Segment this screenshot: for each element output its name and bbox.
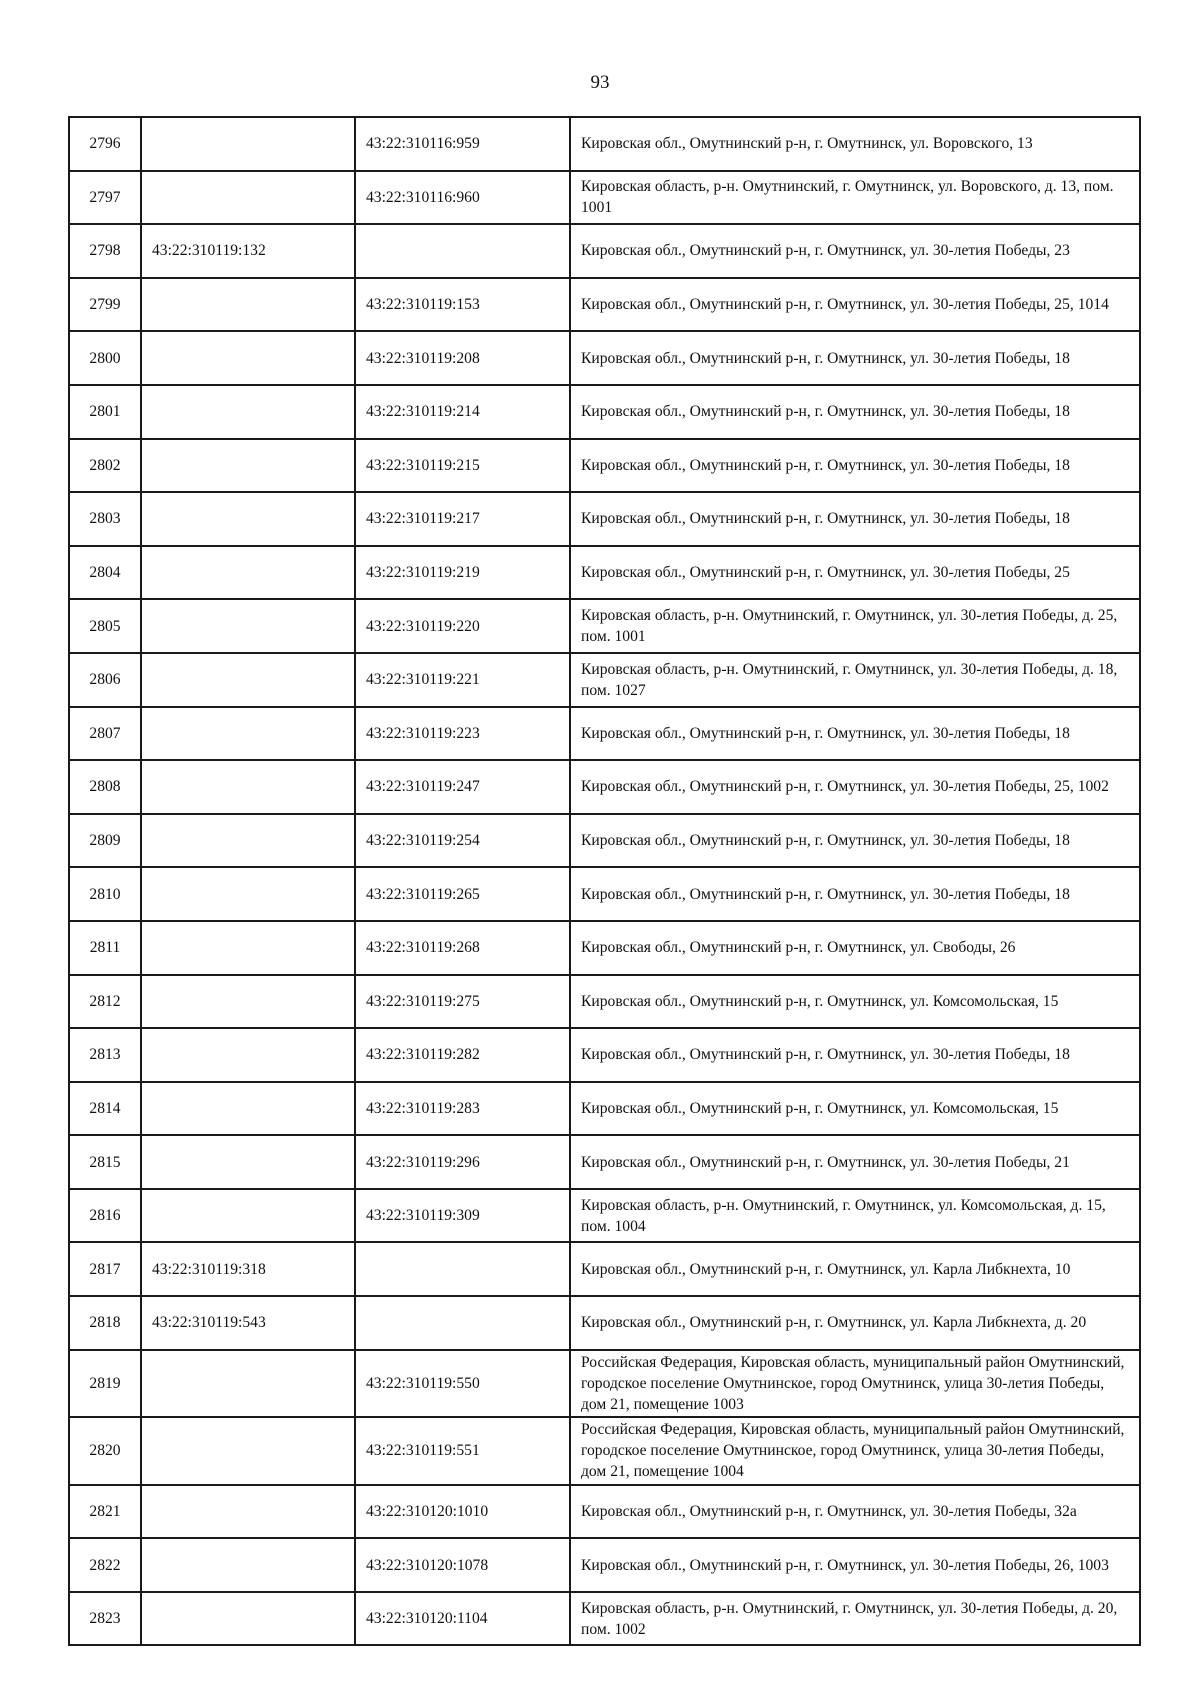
land-cadastral-number-cell: [141, 117, 355, 171]
table-row: [69, 814, 1140, 868]
table-row: [69, 1028, 1140, 1082]
land-cadastral-number-cell: [141, 171, 355, 225]
land-cadastral-number-cell: [141, 867, 355, 921]
land-cadastral-number-cell: [141, 1350, 355, 1418]
address-cell: Российская Федерация, Кировская область, муниципальный район Омутнинский, городское поселение Омутнинское, город Омутнинск, улица 30-летия Победы, дом 21, помещение 1003: [570, 1350, 1140, 1418]
address-cell: Кировская область, р-н. Омутнинский, г. Омутнинск, ул. Воровского, д. 13, пом. 1001: [570, 171, 1140, 225]
building-cadastral-number-cell: 43:22:310119:282: [355, 1028, 570, 1082]
table-row: [69, 492, 1140, 546]
land-cadastral-number-cell: 43:22:310119:132: [141, 224, 355, 278]
building-cadastral-number-cell: [355, 1242, 570, 1296]
building-cadastral-number-cell: 43:22:310119:265: [355, 867, 570, 921]
row-number-cell: 2821: [69, 1485, 141, 1539]
table-row: [69, 439, 1140, 493]
building-cadastral-number-cell: 43:22:310119:254: [355, 814, 570, 868]
table-row: [69, 707, 1140, 761]
land-cadastral-number-cell: [141, 1538, 355, 1592]
address-cell: Кировская обл., Омутнинский р-н, г. Омутнинск, ул. 30-летия Победы, 21: [570, 1135, 1140, 1189]
table-row: [69, 975, 1140, 1029]
land-cadastral-number-cell: [141, 975, 355, 1029]
address-cell: Кировская обл., Омутнинский р-н, г. Омутнинск, ул. 30-летия Победы, 18: [570, 1028, 1140, 1082]
table-row: [69, 653, 1140, 707]
land-cadastral-number-cell: [141, 599, 355, 653]
building-cadastral-number-cell: 43:22:310119:215: [355, 439, 570, 493]
address-cell: Кировская область, р-н. Омутнинский, г. Омутнинск, ул. 30-летия Победы, д. 20, пом. 1002: [570, 1592, 1140, 1646]
address-cell: Кировская обл., Омутнинский р-н, г. Омутнинск, ул. 30-летия Победы, 25, 1014: [570, 278, 1140, 332]
page-number: 93: [590, 72, 610, 93]
row-number-cell: 2798: [69, 224, 141, 278]
building-cadastral-number-cell: 43:22:310119:275: [355, 975, 570, 1029]
row-number-cell: 2809: [69, 814, 141, 868]
land-cadastral-number-cell: [141, 707, 355, 761]
table-row: [69, 224, 1140, 278]
address-cell: Российская Федерация, Кировская область, муниципальный район Омутнинский, городское поселение Омутнинское, город Омутнинск, улица 30-летия Победы, дом 21, помещение 1004: [570, 1417, 1140, 1485]
land-cadastral-number-cell: [141, 653, 355, 707]
table-row: [69, 867, 1140, 921]
building-cadastral-number-cell: 43:22:310120:1104: [355, 1592, 570, 1646]
address-cell: Кировская обл., Омутнинский р-н, г. Омутнинск, ул. 30-летия Победы, 23: [570, 224, 1140, 278]
address-cell: Кировская обл., Омутнинский р-н, г. Омутнинск, ул. 30-летия Победы, 25, 1002: [570, 760, 1140, 814]
row-number-cell: 2811: [69, 921, 141, 975]
table-row: [69, 171, 1140, 225]
land-cadastral-number-cell: [141, 331, 355, 385]
address-cell: Кировская обл., Омутнинский р-н, г. Омутнинск, ул. 30-летия Победы, 18: [570, 385, 1140, 439]
row-number-cell: 2814: [69, 1082, 141, 1136]
table-row: [69, 117, 1140, 171]
building-cadastral-number-cell: 43:22:310119:217: [355, 492, 570, 546]
address-cell: Кировская обл., Омутнинский р-н, г. Омутнинск, ул. 30-летия Победы, 18: [570, 707, 1140, 761]
row-number-cell: 2815: [69, 1135, 141, 1189]
address-cell: Кировская обл., Омутнинский р-н, г. Омутнинск, ул. 30-летия Победы, 18: [570, 331, 1140, 385]
table-row: [69, 1189, 1140, 1243]
building-cadastral-number-cell: 43:22:310119:208: [355, 331, 570, 385]
building-cadastral-number-cell: 43:22:310119:214: [355, 385, 570, 439]
row-number-cell: 2802: [69, 439, 141, 493]
land-cadastral-number-cell: [141, 1189, 355, 1243]
building-cadastral-number-cell: 43:22:310119:296: [355, 1135, 570, 1189]
building-cadastral-number-cell: 43:22:310119:268: [355, 921, 570, 975]
building-cadastral-number-cell: 43:22:310119:247: [355, 760, 570, 814]
building-cadastral-number-cell: 43:22:310120:1010: [355, 1485, 570, 1539]
land-cadastral-number-cell: 43:22:310119:318: [141, 1242, 355, 1296]
address-cell: Кировская обл., Омутнинский р-н, г. Омутнинск, ул. 30-летия Победы, 32а: [570, 1485, 1140, 1539]
table-row: [69, 278, 1140, 332]
table-row: [69, 1485, 1140, 1539]
row-number-cell: 2812: [69, 975, 141, 1029]
row-number-cell: 2822: [69, 1538, 141, 1592]
land-cadastral-number-cell: [141, 814, 355, 868]
table-row: [69, 599, 1140, 653]
table-row: [69, 760, 1140, 814]
row-number-cell: 2823: [69, 1592, 141, 1646]
building-cadastral-number-cell: 43:22:310119:219: [355, 546, 570, 600]
building-cadastral-number-cell: 43:22:310119:221: [355, 653, 570, 707]
table-row: [69, 1350, 1140, 1418]
row-number-cell: 2803: [69, 492, 141, 546]
row-number-cell: 2808: [69, 760, 141, 814]
land-cadastral-number-cell: [141, 1082, 355, 1136]
building-cadastral-number-cell: 43:22:310120:1078: [355, 1538, 570, 1592]
address-cell: Кировская обл., Омутнинский р-н, г. Омутнинск, ул. Свободы, 26: [570, 921, 1140, 975]
table-row: [69, 1417, 1140, 1485]
row-number-cell: 2816: [69, 1189, 141, 1243]
address-cell: Кировская обл., Омутнинский р-н, г. Омутнинск, ул. Карла Либкнехта, 10: [570, 1242, 1140, 1296]
building-cadastral-number-cell: 43:22:310119:283: [355, 1082, 570, 1136]
land-cadastral-number-cell: [141, 760, 355, 814]
land-cadastral-number-cell: [141, 278, 355, 332]
table-row: [69, 921, 1140, 975]
land-cadastral-number-cell: [141, 546, 355, 600]
address-cell: Кировская обл., Омутнинский р-н, г. Омутнинск, ул. 30-летия Победы, 26, 1003: [570, 1538, 1140, 1592]
land-cadastral-number-cell: [141, 439, 355, 493]
building-cadastral-number-cell: 43:22:310116:959: [355, 117, 570, 171]
row-number-cell: 2820: [69, 1417, 141, 1485]
table-row: [69, 1538, 1140, 1592]
land-cadastral-number-cell: 43:22:310119:543: [141, 1296, 355, 1350]
land-cadastral-number-cell: [141, 1028, 355, 1082]
row-number-cell: 2804: [69, 546, 141, 600]
table-row: [69, 331, 1140, 385]
row-number-cell: 2797: [69, 171, 141, 225]
row-number-cell: 2800: [69, 331, 141, 385]
building-cadastral-number-cell: 43:22:310119:309: [355, 1189, 570, 1243]
row-number-cell: 2817: [69, 1242, 141, 1296]
address-cell: Кировская обл., Омутнинский р-н, г. Омутнинск, ул. Комсомольская, 15: [570, 1082, 1140, 1136]
address-cell: Кировская область, р-н. Омутнинский, г. Омутнинск, ул. 30-летия Победы, д. 25, пом. 1001: [570, 599, 1140, 653]
land-cadastral-number-cell: [141, 385, 355, 439]
address-cell: Кировская обл., Омутнинский р-н, г. Омутнинск, ул. 30-летия Победы, 18: [570, 814, 1140, 868]
address-cell: Кировская обл., Омутнинский р-н, г. Омутнинск, ул. 30-летия Победы, 25: [570, 546, 1140, 600]
row-number-cell: 2806: [69, 653, 141, 707]
address-cell: Кировская обл., Омутнинский р-н, г. Омутнинск, ул. Карла Либкнехта, д. 20: [570, 1296, 1140, 1350]
building-cadastral-number-cell: 43:22:310119:153: [355, 278, 570, 332]
building-cadastral-number-cell: 43:22:310116:960: [355, 171, 570, 225]
address-cell: Кировская область, р-н. Омутнинский, г. Омутнинск, ул. 30-летия Победы, д. 18, пом. 1027: [570, 653, 1140, 707]
row-number-cell: 2813: [69, 1028, 141, 1082]
address-cell: Кировская обл., Омутнинский р-н, г. Омутнинск, ул. Воровского, 13: [570, 117, 1140, 171]
row-number-cell: 2801: [69, 385, 141, 439]
land-cadastral-number-cell: [141, 492, 355, 546]
land-cadastral-number-cell: [141, 1417, 355, 1485]
table-row: [69, 1592, 1140, 1646]
table-row: [69, 385, 1140, 439]
building-cadastral-number-cell: 43:22:310119:223: [355, 707, 570, 761]
building-cadastral-number-cell: 43:22:310119:220: [355, 599, 570, 653]
row-number-cell: 2805: [69, 599, 141, 653]
table-row: [69, 1082, 1140, 1136]
address-cell: Кировская обл., Омутнинский р-н, г. Омутнинск, ул. Комсомольская, 15: [570, 975, 1140, 1029]
table-row: [69, 1242, 1140, 1296]
row-number-cell: 2807: [69, 707, 141, 761]
table-row: [69, 1296, 1140, 1350]
row-number-cell: 2818: [69, 1296, 141, 1350]
row-number-cell: 2799: [69, 278, 141, 332]
address-cell: Кировская обл., Омутнинский р-н, г. Омутнинск, ул. 30-летия Победы, 18: [570, 492, 1140, 546]
building-cadastral-number-cell: [355, 1296, 570, 1350]
table-row: [69, 1135, 1140, 1189]
row-number-cell: 2819: [69, 1350, 141, 1418]
land-cadastral-number-cell: [141, 1485, 355, 1539]
table-row: [69, 546, 1140, 600]
registry-table-body: [69, 117, 1140, 1645]
address-cell: Кировская обл., Омутнинский р-н, г. Омутнинск, ул. 30-летия Победы, 18: [570, 867, 1140, 921]
building-cadastral-number-cell: 43:22:310119:551: [355, 1417, 570, 1485]
building-cadastral-number-cell: 43:22:310119:550: [355, 1350, 570, 1418]
address-cell: Кировская область, р-н. Омутнинский, г. Омутнинск, ул. Комсомольская, д. 15, пом. 1004: [570, 1189, 1140, 1243]
row-number-cell: 2796: [69, 117, 141, 171]
address-cell: Кировская обл., Омутнинский р-н, г. Омутнинск, ул. 30-летия Победы, 18: [570, 439, 1140, 493]
land-cadastral-number-cell: [141, 921, 355, 975]
registry-table: [68, 116, 1141, 1646]
row-number-cell: 2810: [69, 867, 141, 921]
building-cadastral-number-cell: [355, 224, 570, 278]
land-cadastral-number-cell: [141, 1135, 355, 1189]
land-cadastral-number-cell: [141, 1592, 355, 1646]
